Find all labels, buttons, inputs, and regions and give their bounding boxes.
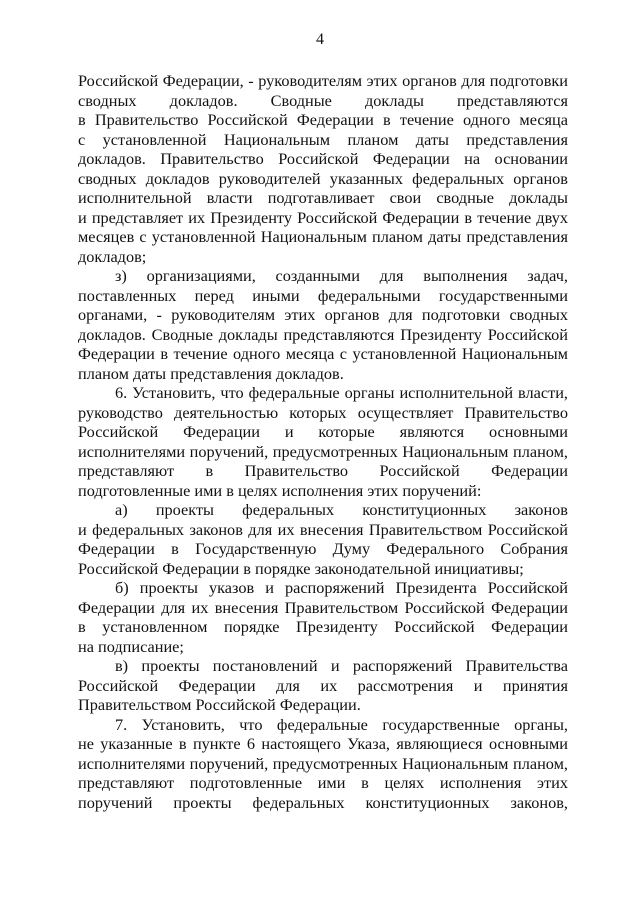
text-line: поставленных перед иными федеральными государственными [78,285,568,305]
text-line: Российской Федерации для их рассмотрения и принятия [78,675,568,695]
text-line: в установленном порядке Президенту Российской Федерации [78,617,568,636]
text-line: на подписание; [78,636,184,656]
text-line: Российской Федерации в порядке законодательной инициативы; [78,558,524,578]
text-line: 7. Установить, что федеральные государственные органы, [115,714,568,734]
page-number: 4 [316,31,324,48]
paragraph [78,578,568,656]
text-line: исполнителями поручений, предусмотренных Национальным планом, [78,441,568,461]
document-body [78,71,568,812]
text-line: Федерации в Государственную Думу Федерального Собрания [78,539,568,558]
text-line: б) проекты указов и распоряжений Президента Российской [115,578,568,597]
text-line: исполнителями поручений, предусмотренных Национальным планом, [78,753,568,773]
paragraph [78,656,568,715]
text-line: а) проекты федеральных конституционных законов [115,500,568,519]
paragraph [78,266,568,383]
text-line: органами, - руководителям этих органов для подготовки сводных [78,305,568,324]
text-line: докладов; [78,246,147,266]
text-line: Федерации в течение одного месяца с установленной Национальным [78,344,568,363]
paragraph [78,500,568,578]
text-line: подготовленные ими в целях исполнения этих поручений: [78,480,482,500]
text-line: сводных докладов. Сводные доклады представляются [78,90,568,110]
text-line: планом даты представления докладов. [78,363,344,383]
text-line: з) организациями, созданными для выполнения задач, [115,266,568,285]
text-line: исполнительной власти подготавливает свои сводные доклады [78,188,568,207]
text-line: представляют в Правительство Российской Федерации [78,461,568,480]
text-line: в) проекты постановлений и распоряжений Правительства [115,656,568,675]
text-line: Российской Федерации и которые являются основными [78,422,568,441]
text-line: и представляет их Президенту Российской Федерации в течение двух [78,207,568,227]
text-line: и федеральных законов для их внесения Правительством Российской [78,519,568,539]
text-line: представляют подготовленные ими в целях исполнения этих [78,773,568,792]
text-line: 6. Установить, что федеральные органы исполнительной власти, [115,383,568,402]
text-line: месяцев с установленной Национальным планом даты представления [78,227,568,246]
paragraph [78,71,568,266]
text-line: Российской Федерации, - руководителям этих органов для подготовки [78,71,568,90]
text-line: поручений проекты федеральных конституционных законов, [78,792,568,812]
text-line: Федерации для их внесения Правительством Российской Федерации [78,597,568,617]
text-line: в Правительство Российской Федерации в течение одного месяца [78,110,568,129]
paragraph [78,715,568,813]
text-line: докладов. Правительство Российской Федерации на основании [78,149,568,168]
text-line: с установленной Национальным планом даты представления [78,129,568,149]
text-line: сводных докладов руководителей указанных федеральных органов [78,168,568,188]
text-line: докладов. Сводные доклады представляются Президенту Российской [78,324,568,344]
text-line: руководство деятельностью которых осуществляет Правительство [78,402,568,422]
paragraph [78,383,568,500]
text-line: Правительством Российской Федерации. [78,695,361,714]
text-line: не указанные в пункте 6 настоящего Указа, являющиеся основными [78,734,568,753]
